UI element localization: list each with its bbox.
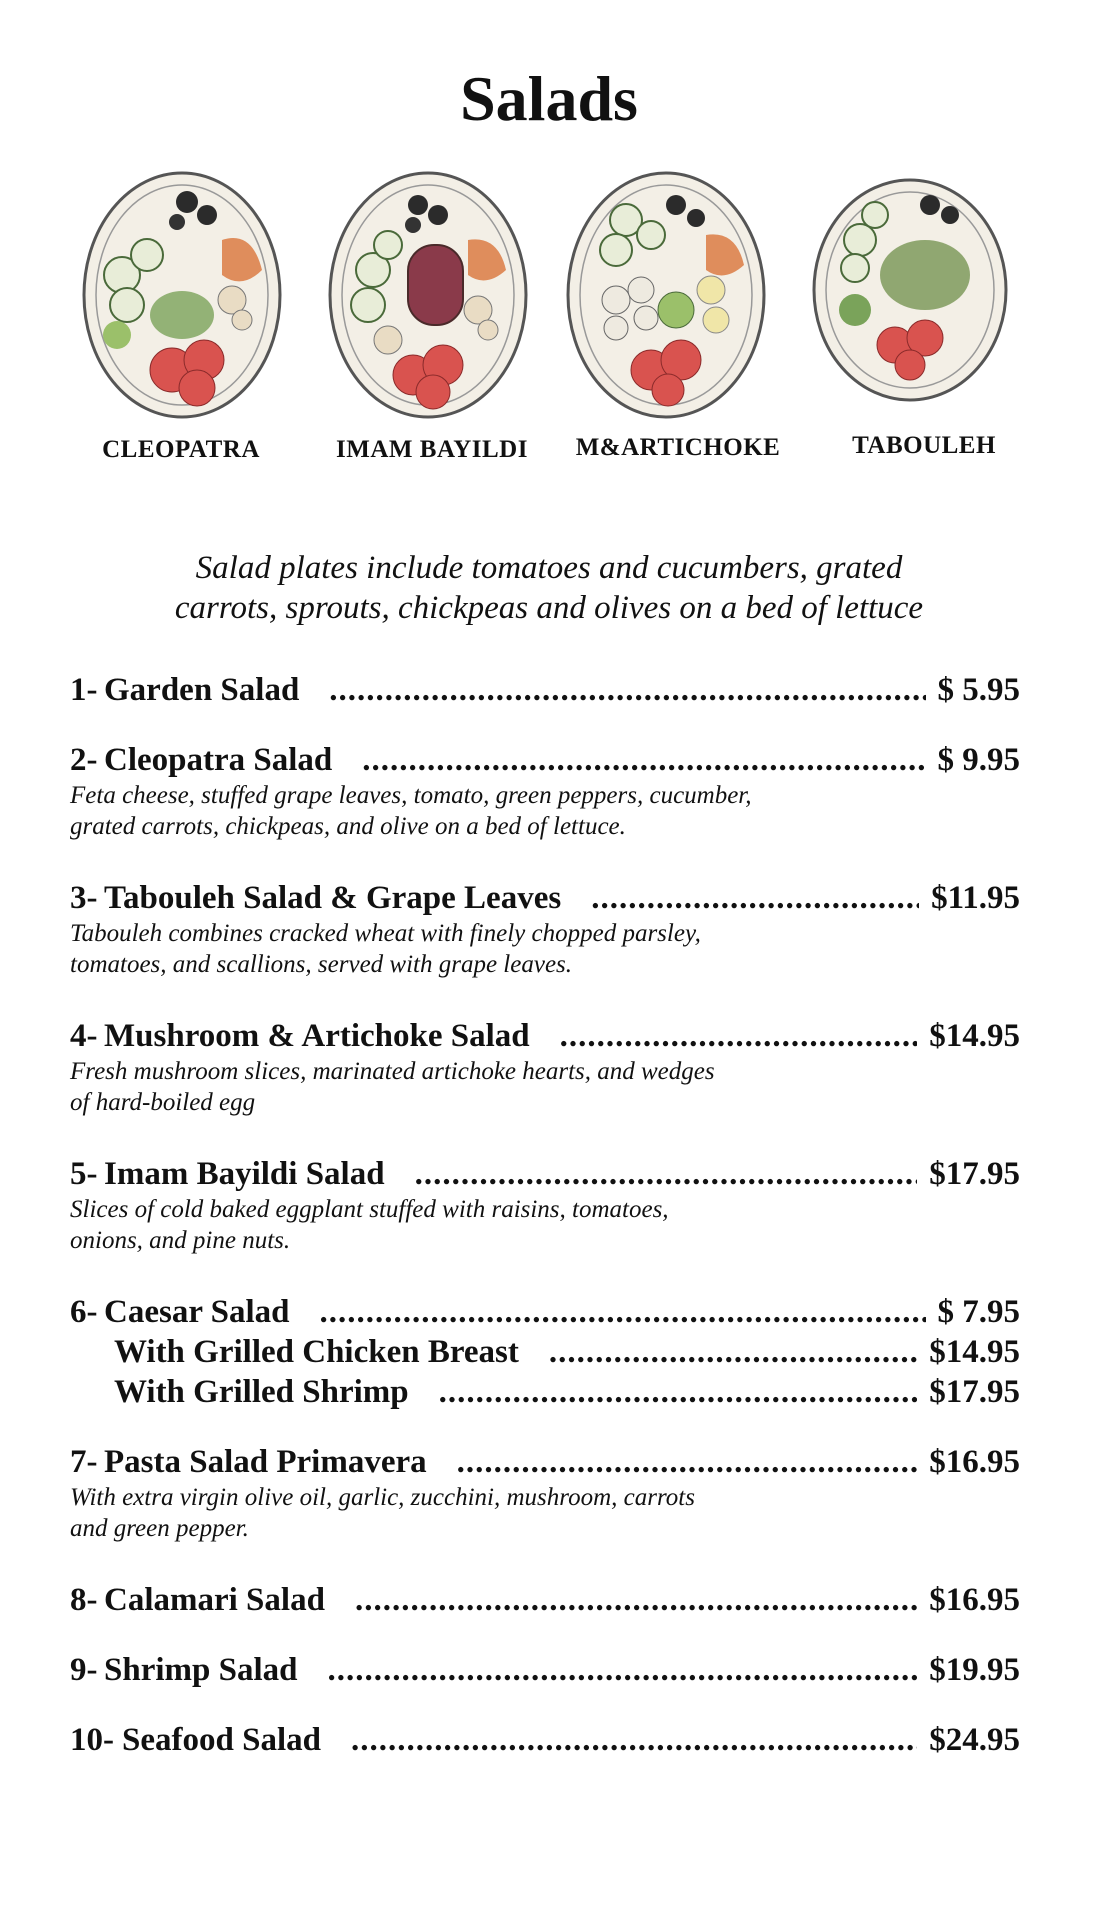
item-name: Seafood Salad (122, 1722, 321, 1758)
intro-line-2: carrots, sprouts, chickpeas and olives on a bed of lettuce (174, 590, 924, 626)
caesar-option-chicken (70, 1332, 1020, 1372)
plate-label-cleopatra: CLEOPATRA (102, 436, 260, 463)
item-description-line: Tabouleh combines cracked wheat with finely chopped parsley, (70, 920, 701, 947)
item-name: Cleopatra Salad (104, 742, 333, 778)
menu-item-cleopatra-salad (70, 740, 1020, 842)
item-description-line: grated carrots, chickpeas, and olive on a bed of lettuce. (70, 813, 626, 840)
menu-item-shrimp-salad (70, 1650, 1020, 1690)
page-title: Salads (460, 63, 638, 134)
item-description-line: of hard-boiled egg (70, 1089, 256, 1116)
item-number: 6- (70, 1294, 98, 1330)
item-number: 10- (70, 1722, 114, 1758)
item-price: $16.95 (929, 1582, 1020, 1618)
item-description-line: and green pepper. (70, 1515, 249, 1542)
menu-item-calamari-salad (70, 1580, 1020, 1620)
item-name: Pasta Salad Primavera (104, 1444, 427, 1480)
item-description (70, 1194, 1020, 1256)
intro-line-1: Salad plates include tomatoes and cucumbers, grated (195, 550, 903, 586)
dot-leader (329, 670, 925, 710)
item-price: $24.95 (929, 1722, 1020, 1758)
item-price: $14.95 (929, 1018, 1020, 1054)
item-description (70, 1482, 1020, 1544)
item-price: $ 9.95 (937, 742, 1020, 778)
item-number: 7- (70, 1444, 98, 1480)
option-price: $14.95 (929, 1334, 1020, 1370)
dot-leader (439, 1372, 918, 1412)
dot-leader (549, 1332, 917, 1372)
item-price: $17.95 (929, 1156, 1020, 1192)
item-description-line: Fresh mushroom slices, marinated artichoke hearts, and wedges (70, 1058, 715, 1085)
item-description-line: With extra virgin olive oil, garlic, zucchini, mushroom, carrots (70, 1484, 695, 1511)
item-number: 8- (70, 1582, 98, 1618)
item-number: 2- (70, 742, 98, 778)
option-name: With Grilled Chicken Breast (114, 1334, 519, 1370)
item-price: $19.95 (929, 1652, 1020, 1688)
plate-label-imam-bayildi: IMAM BAYILDI (336, 436, 528, 463)
item-description-line: Feta cheese, stuffed grape leaves, tomato, green peppers, cucumber, (70, 782, 752, 809)
item-price: $ 5.95 (937, 672, 1020, 708)
dot-leader (355, 1580, 917, 1620)
item-price: $11.95 (931, 880, 1020, 916)
item-price: $ 7.95 (937, 1294, 1020, 1330)
item-name: Caesar Salad (104, 1294, 290, 1330)
menu-item-garden-salad (70, 670, 1020, 710)
item-number: 5- (70, 1156, 98, 1192)
menu-item-pasta-salad-primavera (70, 1442, 1020, 1544)
item-description (70, 1056, 1020, 1118)
plate-label-m-artichoke: M&ARTICHOKE (575, 434, 781, 461)
item-number: 9- (70, 1652, 98, 1688)
menu-item-seafood-salad (70, 1720, 1020, 1760)
menu-item-tabouleh-salad (70, 878, 1020, 980)
mushroom-artichoke-salad-illustration (556, 160, 776, 430)
item-name: Calamari Salad (104, 1582, 325, 1618)
intro-text (0, 548, 1098, 628)
cleopatra-salad-illustration (72, 160, 292, 430)
item-name: Mushroom & Artichoke Salad (104, 1018, 530, 1054)
option-name: With Grilled Shrimp (114, 1374, 409, 1410)
dot-leader (560, 1016, 918, 1056)
menu-item-mushroom-artichoke-salad (70, 1016, 1020, 1118)
dot-leader (591, 878, 919, 918)
menu-item-caesar-salad (70, 1292, 1020, 1412)
dot-leader (351, 1720, 917, 1760)
dot-leader (320, 1292, 926, 1332)
imam-bayildi-salad-illustration (318, 160, 538, 430)
item-name: Imam Bayildi Salad (104, 1156, 385, 1192)
item-number: 1- (70, 672, 98, 708)
item-description-line: tomatoes, and scallions, served with grape leaves. (70, 951, 573, 978)
option-price: $17.95 (929, 1374, 1020, 1410)
dot-leader (362, 740, 925, 780)
item-price: $16.95 (929, 1444, 1020, 1480)
tabouleh-salad-illustration (800, 160, 1020, 430)
item-name: Tabouleh Salad & Grape Leaves (104, 880, 562, 916)
item-name: Shrimp Salad (104, 1652, 298, 1688)
item-description (70, 918, 1020, 980)
salad-illustrations (0, 160, 1098, 480)
dot-leader (328, 1650, 918, 1690)
dot-leader (457, 1442, 918, 1482)
item-description-line: onions, and pine nuts. (70, 1227, 291, 1254)
item-number: 4- (70, 1018, 98, 1054)
plate-label-tabouleh: TABOULEH (852, 432, 996, 459)
menu-item-imam-bayildi-salad (70, 1154, 1020, 1256)
item-number: 3- (70, 880, 98, 916)
item-name: Garden Salad (104, 672, 300, 708)
caesar-option-shrimp (70, 1372, 1020, 1412)
salad-menu-list (70, 670, 1020, 1760)
dot-leader (415, 1154, 918, 1194)
item-description (70, 780, 1020, 842)
item-description-line: Slices of cold baked eggplant stuffed with raisins, tomatoes, (70, 1196, 669, 1223)
